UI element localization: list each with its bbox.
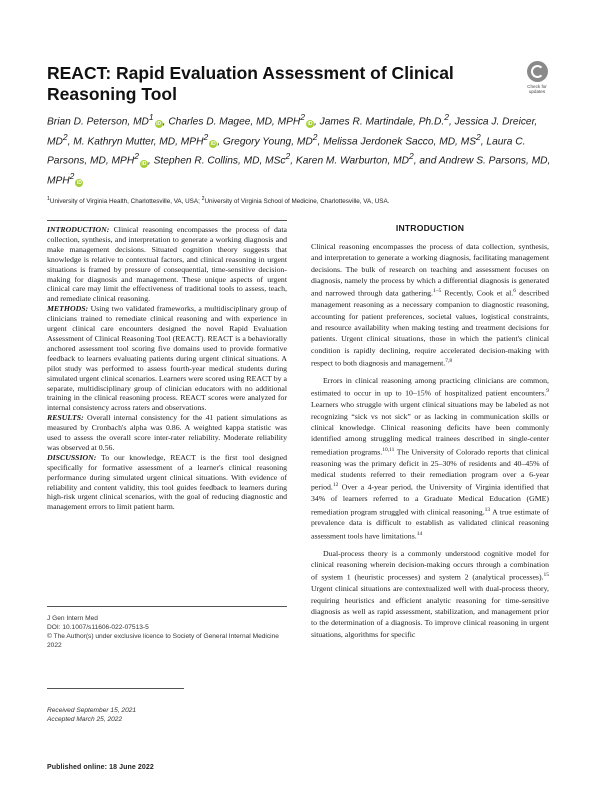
author-name: James R. Martindale, Ph.D. [319,116,445,128]
abstract-label: DISCUSSION: [47,452,97,462]
article-title: REACT: Rapid Evaluation Assessment of Clinical Reasoning Tool [47,63,454,104]
abstract-paragraph [47,225,287,304]
author-name: Melissa Jerdonek Sacco, MD, MS [323,135,476,147]
citation[interactable]: 12 [332,482,339,489]
body-text: Urgent clinical situations are contextualized well with dual-process theory, requiring heuristics and efficient analytic reasoning for time-sensitive diagnosis as well as rapid assessment, stabilization, and management prior to the determination of a diagnosis. To improve clinical reasoning in urgent situations, algorithms for specific [311,584,549,639]
abstract-label: METHODS: [47,304,89,314]
section-heading-introduction: INTRODUCTION [395,223,465,233]
body-text: Dual-process theory is a commonly understood cognitive model for clinical reasoning wherein decision-making occurs through a combination of system 1 (heuristic processes) and system 2 (analytical processes). [311,548,549,583]
affiliation-number: 1 [47,196,50,202]
author-affiliation-number: 2 [408,151,414,162]
author-name: Laura C. Parsons, MD, MPH [47,135,526,167]
citation[interactable]: 10,11 [382,446,395,453]
body-text: described management reasoning as a necessary companion to diagnostic reasoning, accounting for patient preferences, societal values, logistical constraints, and resource availability when making testing and treatment decisions for patients. Urgent clinical situations, those in which the patient's clinical condition is rapidly declining, require accelerated decision-making with respect to both diagnosis and management. [311,288,549,368]
citation[interactable]: 14 [416,530,423,537]
affiliation-text: University of Virginia School of Medicine, Charlottesville, VA, USA. [204,198,390,206]
author-separator: , [67,135,74,147]
author-name: Stephen R. Collins, MD, MSc [153,155,286,167]
citation[interactable]: 7,8 [445,358,453,365]
article-dates [47,706,287,724]
orcid-icon[interactable]: iD [141,160,147,167]
body-text: Over a 4-year period, the University of Virginia identified that 34% of learners referred to a Graduate Medical Education (GME) remediation program struggled with clinical reasoning. [311,482,549,517]
author-name: Jessica J. Dreicer, MD [47,116,538,147]
author-separator: , [290,155,296,167]
orcid-icon[interactable]: iD [156,121,162,128]
citation[interactable]: 9 [546,388,549,395]
body-text: Clinical reasoning encompasses the process of data collection, synthesis, and interpretation to generate a working diagnosis, facilitating management decisions. The bulk of research on teaching and assessment focuses on diagnosis, namely the process by which a differential diagnosis is generated and narrowed through data gathering. [311,242,549,298]
author-name: M. Kathryn Mutter, MD, MPH [73,135,204,147]
body-text: A true estimate of prevalence data is difficult to establish as validated clinical reasoning assessment tools have limitations. [311,507,549,541]
orcid-icon[interactable]: iD [307,121,313,128]
author-name: Charles D. Magee, MD, MPH [168,116,301,128]
received-date: Received September 15, 2021 [47,707,137,714]
author-affiliation-number: 2 [444,112,449,122]
body-paragraph [311,548,549,640]
author-name: Gregory Young, MD [222,135,313,147]
author-affiliation-number: 2 [476,131,481,142]
body-paragraph [311,241,549,369]
abstract-paragraph [47,453,287,512]
abstract-top-rule [47,220,287,221]
affiliation-number: 2 [201,196,205,202]
author-affiliation-number: 2 [312,131,318,142]
body-text: The University of Colorado reports that clinical reasoning was the primary deficit in 25–30% of residents and 40–45% of medical students referred to their remediation program over a 6-year period. [311,447,549,492]
author-separator: , [217,135,223,147]
body-column [311,223,549,646]
abstract-label: RESULTS: [47,413,84,423]
body-text: Recently, Cook et al. [441,288,514,298]
author-affiliation-number: 2 [62,131,68,142]
abstract [47,225,287,512]
journal-name: J Gen Intern Med [47,615,98,622]
abstract-text: Overall internal consistency for the 41 patient simulations as measured by Cronbach's alpha was 0.86. A weighted kappa statistic was used to assess the overall score inter-rater reliability. Moderate reliability was observed at 0.56. [47,413,287,452]
doi[interactable]: DOI: 10.1007/s11606-022-07513-5 [47,624,149,631]
copyright: © The Author(s) under exclusive licence to Society of General Internal Medicine 2022 [47,633,279,649]
affiliation-text: University of Virginia Health, Charlottesville, VA, USA; [49,198,202,206]
author-separator: , [317,135,324,147]
orcid-icon[interactable]: iD [76,180,82,187]
abstract-paragraph [47,304,287,413]
abstract-label: INTRODUCTION: [47,225,110,234]
author-separator: , [162,116,169,128]
published-online: Published online: 18 June 2022 [47,764,154,771]
author-affiliation-number: 2 [134,151,139,162]
abstract-bottom-rule [47,606,287,607]
citation[interactable]: 15 [543,572,549,579]
author-affiliation-number: 2 [300,112,305,122]
abstract-text: Using two validated frameworks, a multidisciplinary group of clinicians trained to remediate clinical reasoning and with experience in urgent clinical care encounters designed the novel Rapid Evaluation Assessment of Clinical Reasoning Tool (REACT). REACT is a behaviorally anchored assessment tool scoring five domains used to provide formative feedback to learners evaluating patients during urgent clinical situations. A pilot study was performed to assess fourth-year medical students during simulated urgent clinical scenarios. Learners were scored using REACT by a separate, multidisciplinary group of clinician educators with no additional training in the clinical reasoning process. REACT scores were analyzed for internal consistency across raters and observations. [47,304,287,413]
author-affiliation-number: 2 [69,170,75,181]
author-separator: , [480,135,487,147]
author-name: Karen M. Warburton, MD [295,155,409,167]
author-separator: , [147,155,154,167]
update-check-icon [527,61,548,82]
dates-rule [47,688,184,689]
citation[interactable]: 6 [513,288,516,295]
author-separator: , [313,116,320,128]
body-text: Errors in clinical reasoning among practicing clinicians are common, estimated to occur in up to 10–15% of hospitalized patient encounters. [311,375,549,398]
author-affiliation-number: 1 [148,112,154,122]
abstract-text: To our knowledge, REACT is the first tool designed specifically for formative assessment of a learner's clinical reasoning performance during simulated urgent clinical situations. With evidence of reliability and content validity, this tool guides feedback to learners during high-risk urgent clinical scenarios, with the goal of reducing diagnostic and management errors to limit patient harm. [47,452,287,512]
abstract-paragraph [47,413,287,453]
check-for-updates-badge[interactable] [522,61,552,101]
introduction-text [311,241,549,640]
article-meta [47,614,287,650]
orcid-icon[interactable]: iD [210,140,216,147]
accepted-date: Accepted March 25, 2022 [47,716,123,723]
author-list [47,110,557,188]
body-paragraph [311,375,549,542]
author-name: Andrew S. Parsons, MD, MPH [47,155,551,187]
author-separator: , and [413,155,439,167]
author-name: Brian D. Peterson, MD [47,116,149,128]
author-separator: , [448,116,455,128]
citation[interactable]: 13 [484,506,491,513]
citation[interactable]: 1–5 [433,288,442,295]
affiliations [47,195,567,206]
abstract-text: Clinical reasoning encompasses the process of data collection, synthesis, and interpretation to generate a working diagnosis and make management decisions. Situated cognition theory suggests that knowledge is relative to contextual factors, and clinical reasoning in urgent situations is framed by pressure of consequential, time-sensitive decision-making for diagnosis and management. These unique aspects of urgent clinical care may limit the effectiveness of traditional tools to assess, teach, and remediate clinical reasoning. [47,225,287,304]
author-affiliation-number: 2 [203,131,209,142]
author-affiliation-number: 2 [285,151,291,162]
body-text: Learners who struggle with urgent clinical situations may be labeled as not recognizing “sick vs not sick” or as lacking in communication skills or clinical knowledge. Clinical reasoning deficits have been commonly identified among struggling medical trainees described in single-center remediation programs. [311,400,549,457]
badge-label: Check for updates [527,84,547,94]
